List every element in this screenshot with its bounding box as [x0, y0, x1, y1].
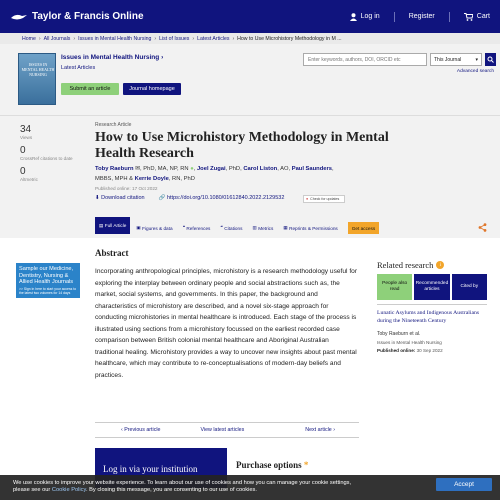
author-link[interactable]: Joel Zugai: [196, 166, 226, 172]
cookie-policy-link[interactable]: Cookie Policy: [51, 487, 86, 493]
tab-cited-by[interactable]: Cited by: [452, 274, 487, 300]
author-credentials: , AO,: [277, 166, 291, 172]
accept-cookies-button[interactable]: Accept: [436, 478, 492, 491]
download-icon: ⬇: [95, 195, 102, 201]
tab-label: Full Article: [104, 223, 127, 228]
related-article: [377, 304, 487, 353]
related-research-heading: [377, 260, 487, 270]
divider: [394, 12, 395, 22]
related-article-published: [377, 348, 487, 353]
get-access-button[interactable]: Get access: [348, 222, 379, 234]
published-label: Published online:: [377, 348, 416, 353]
submit-article-button[interactable]: Submit an article: [61, 83, 119, 95]
brand-name: Taylor & Francis Online: [32, 11, 144, 22]
next-article-link[interactable]: Next article ›: [305, 427, 335, 433]
register-label: Register: [408, 13, 435, 20]
search-icon: [487, 56, 494, 63]
tab-references[interactable]: [179, 222, 215, 234]
star-icon: *: [303, 460, 309, 470]
related-research-panel: [377, 260, 487, 353]
chevron-right-icon: ›: [73, 35, 76, 42]
check-for-updates-badge[interactable]: [303, 195, 345, 203]
view-latest-link[interactable]: View latest articles: [200, 427, 245, 433]
brand-logo[interactable]: [10, 11, 144, 22]
sample-journals-ad[interactable]: [16, 263, 80, 298]
breadcrumb: [0, 33, 500, 44]
login-link[interactable]: [350, 13, 380, 21]
share-icon[interactable]: [478, 223, 487, 232]
quote-icon: ❝: [220, 225, 225, 230]
cover-title: ISSUES IN MENTAL HEALTH NURSING: [21, 62, 55, 77]
cart-icon: ▦: [283, 225, 290, 230]
ad-cta: >> Sign in here to start your access to the latest two volumes for 14 days: [19, 286, 77, 295]
divider: [449, 12, 450, 22]
breadcrumb-latest[interactable]: Latest Articles: [197, 35, 230, 42]
author-link[interactable]: Kerrie Doyle: [134, 176, 169, 182]
tab-figures[interactable]: [132, 222, 176, 234]
related-article-title[interactable]: Lunatic Asylums and Indigenous Australians during the Nineteenth Century: [377, 310, 480, 324]
tab-label: References: [186, 225, 211, 231]
published-date-value: 30 Sep 2022: [416, 348, 443, 353]
breadcrumb-journal[interactable]: Issues in Mental Health Nursing: [78, 35, 152, 42]
breadcrumb-issues[interactable]: List of Issues: [159, 35, 190, 42]
info-icon[interactable]: i: [436, 261, 444, 269]
tab-full-article[interactable]: [95, 217, 130, 234]
article-tabs: [95, 217, 381, 234]
article-metrics: [20, 124, 80, 187]
article-header: [0, 116, 500, 238]
search-scope-select[interactable]: [430, 53, 482, 66]
crossref-label: CrossRef citations to date: [20, 156, 73, 161]
cookie-banner: [0, 475, 500, 500]
chevron-down-icon: ▾: [475, 56, 478, 63]
breadcrumb-all-journals[interactable]: All Journals: [43, 35, 71, 42]
bar-chart-icon: ▥: [252, 225, 259, 230]
journal-title: Issues in Mental Health Nursing: [61, 54, 160, 61]
author-credentials: , RN, PhD: [168, 176, 195, 182]
journal-title-link[interactable]: [61, 54, 163, 61]
previous-label: Previous article: [124, 427, 161, 433]
cookie-text: . By closing this message, you are consenting to our use of cookies.: [85, 487, 257, 493]
abstract-heading: Abstract: [95, 248, 129, 258]
author-credentials: , MBBS, MPH &: [95, 166, 334, 182]
tab-label: Citations: [224, 225, 243, 231]
chevron-right-icon: ›: [38, 35, 41, 42]
journal-homepage-button[interactable]: Journal homepage: [123, 83, 181, 95]
cookie-text-line2: [13, 487, 500, 494]
register-link[interactable]: [409, 13, 435, 20]
site-header: [0, 0, 500, 33]
image-icon: ▣: [136, 225, 143, 230]
related-article-journal: Issues in Mental Health Nursing: [377, 340, 442, 345]
ad-headline: Sample our Medicine, Dentistry, Nursing & Allied Health Journals: [19, 266, 74, 285]
views-label: Views: [20, 135, 33, 140]
article-type: Research Article: [95, 122, 132, 128]
author-list: Toby Raeburn ✉, PhD, MA, NP, RN ●, Joel Zugai, PhD, Carol Liston, AO, Paul Saunders, MBBS, MPH & Kerrie Doyle, RN, PhD: [95, 166, 334, 182]
lamp-icon: [10, 12, 28, 22]
chevron-right-icon: ›: [232, 35, 235, 42]
cart-link[interactable]: [464, 13, 490, 21]
related-article-author: Toby Raeburn et al.: [377, 331, 421, 337]
institution-login-label: Log in via your institution: [103, 464, 198, 474]
purchase-options-label: Purchase options: [236, 460, 302, 470]
tab-label: Figures & data: [142, 225, 173, 231]
chevron-right-icon: ›: [192, 35, 195, 42]
tab-metrics[interactable]: [248, 222, 277, 234]
article-pager: [95, 422, 359, 438]
search-scope-value: This Journal: [434, 56, 462, 63]
check-for-updates-label: Check for updates: [310, 197, 340, 201]
link-icon: 🔗: [158, 195, 167, 201]
next-label: Next article: [305, 427, 332, 433]
related-tabs: [377, 274, 487, 300]
author-credentials: , PhD, MA, NP, RN: [140, 166, 189, 172]
previous-article-link[interactable]: ‹ Previous article: [121, 427, 161, 433]
document-icon: ▤: [99, 222, 105, 228]
refresh-icon: ●: [306, 197, 309, 201]
crossref-count: 0: [20, 145, 26, 156]
search-button[interactable]: [485, 53, 496, 66]
views-count: 34: [20, 124, 32, 135]
cookie-text-line1: We use cookies to improve your website experience. To learn about our use of cookies and how you can manage your cookie settings,: [13, 480, 352, 486]
user-icon: [350, 13, 357, 21]
login-label: Log in: [360, 13, 380, 20]
journal-section: Latest Articles: [61, 65, 96, 71]
abstract-body: Incorporating anthropological principles, microhistory is a research methodology useful for exploring the interplay between ordinary people and social abstractions such as, the market, social systems, and governments. In this paper, the background and characteristics of microhistory are described, and a novel six-stage approach for conducting microhistories in mental healthcare is introduced. Each stage of the process is illustrated using sections from a microhistory focussed on the earliest recorded case comparison between British colonial mental healthcare and Aboriginal Australian traditional healing. Microhistory provides a way to uncover new insights about past mental healthcare, which may contribute to re-conceptualisations of modern-day beliefs and practices.: [95, 268, 358, 379]
tab-recommended[interactable]: Recommended articles: [414, 274, 449, 300]
altmetric-label: Altmetric: [20, 177, 38, 182]
download-citation-link[interactable]: Download citation: [101, 195, 145, 201]
breadcrumb-home[interactable]: Home: [22, 35, 36, 42]
doi-text: https://doi.org/10.1080/01612840.2022.2129532: [166, 195, 285, 201]
tab-label: Metrics: [258, 225, 274, 231]
tab-citations[interactable]: [216, 222, 246, 234]
orcid-icon[interactable]: ●: [190, 166, 194, 172]
quote-icon: ❝: [182, 225, 187, 230]
tab-reprints[interactable]: [279, 222, 341, 234]
author-link[interactable]: Toby Raeburn: [95, 166, 134, 172]
tab-label: Reprints & Permissions: [289, 225, 338, 231]
altmetric-count: 0: [20, 166, 26, 177]
envelope-icon[interactable]: ✉: [135, 166, 141, 172]
tab-people-also-read[interactable]: People also read: [377, 274, 412, 300]
related-title-text: Related research: [377, 260, 434, 270]
citation-row: [95, 195, 284, 201]
published-date: Published online: 17 Oct 2022: [95, 186, 158, 191]
author-link[interactable]: Carol Liston: [243, 166, 278, 172]
purchase-options-heading: [236, 460, 308, 470]
cookie-text: please see our: [13, 487, 51, 493]
chevron-right-icon: ›: [161, 54, 164, 61]
user-actions: [336, 12, 490, 22]
article-title: How to Use Microhistory Methodology in Mental Health Research: [95, 130, 389, 161]
cart-icon: [464, 13, 473, 21]
author-credentials: , PhD,: [225, 166, 242, 172]
advanced-search-link[interactable]: Advanced search: [456, 69, 494, 74]
cart-label: Cart: [476, 13, 490, 20]
search-input[interactable]: [303, 53, 427, 66]
journal-banner: [0, 44, 500, 116]
doi-link[interactable]: [159, 195, 285, 201]
author-link[interactable]: Paul Saunders: [291, 166, 332, 172]
journal-cover-image[interactable]: [18, 53, 56, 105]
breadcrumb-current: How to Use Microhistory Methodology in M ...: [237, 35, 342, 42]
chevron-right-icon: ›: [154, 35, 157, 42]
